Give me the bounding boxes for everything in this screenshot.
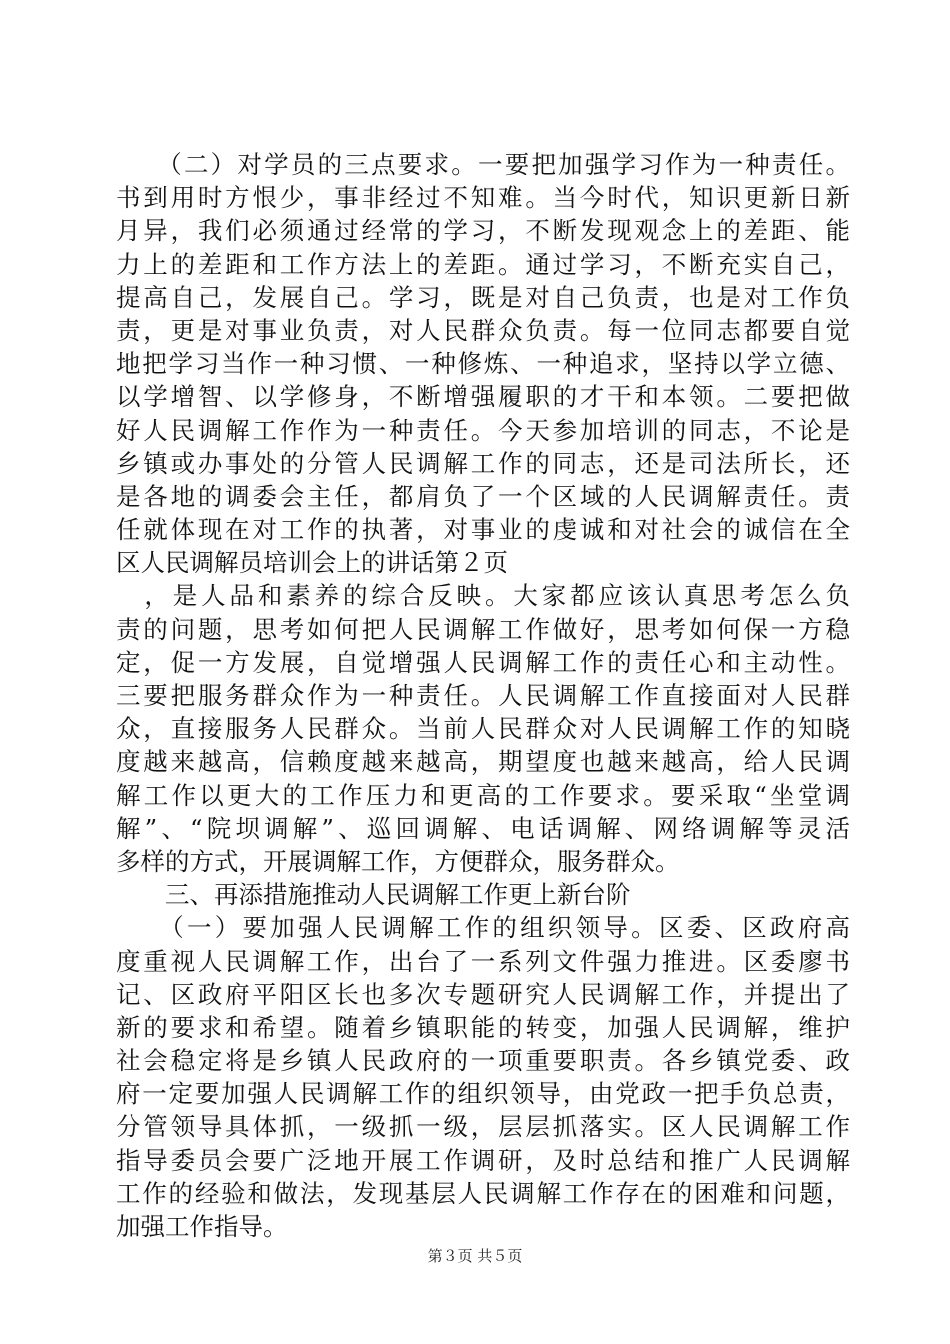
text-line: 度越来越高，信赖度越来越高，期望度也越来越高，给人民调 [116, 747, 850, 777]
text-line: 乡镇或办事处的分管人民调解工作的同志，还是司法所长，还 [116, 448, 850, 478]
text-line: 责的问题，思考如何把人民调解工作做好，思考如何保一方稳 [116, 614, 850, 644]
text-line: 社会稳定将是乡镇人民政府的一项重要职责。各乡镇党委、政 [116, 1046, 850, 1076]
text-line: 定，促一方发展，自觉增强人民调解工作的责任心和主动性。 [116, 647, 850, 677]
text-line: 责，更是对事业负责，对人民群众负责。每一位同志都要自觉 [116, 315, 850, 345]
text-line: 分管领导具体抓，一级抓一级，层层抓落实。区人民调解工作 [116, 1112, 850, 1142]
text-line: 是各地的调委会主任，都肩负了一个区域的人民调解责任。责 [116, 481, 850, 511]
text-line: 众，直接服务人民群众。当前人民群众对人民调解工作的知晓 [116, 714, 850, 744]
text-line: ，是人品和素养的综合反映。大家都应该认真思考怎么负 [116, 581, 850, 611]
text-line: 月异，我们必须通过经常的学习，不断发现观念上的差距、能 [116, 216, 850, 246]
text-line: 地把学习当作一种习惯、一种修炼、一种追求，坚持以学立德、 [116, 349, 850, 379]
text-line: 任就体现在对工作的执著，对事业的虔诚和对社会的诚信在全 [116, 515, 850, 545]
document-body [116, 148, 850, 1243]
text-line: 提高自己，发展自己。学习，既是对自己负责，也是对工作负 [116, 282, 850, 312]
section-heading: 三、再添措施推动人民调解工作更上新台阶 [116, 880, 631, 910]
text-line: 区人民调解员培训会上的讲话第２页 [116, 548, 508, 578]
text-line: 度重视人民调解工作，出台了一系列文件强力推进。区委廖书 [116, 946, 850, 976]
text-line: 书到用时方恨少，事非经过不知难。当今时代，知识更新日新 [116, 183, 850, 213]
text-line: 工作的经验和做法，发现基层人民调解工作存在的困难和问题， [116, 1178, 850, 1208]
page-number-footer: 第３页 共５页 [427, 1247, 523, 1265]
text-line: 解”、“院坝调解”、巡回调解、电话调解、网络调解等灵活 [116, 813, 850, 843]
text-line: 三要把服务群众作为一种责任。人民调解工作直接面对人民群 [116, 681, 850, 710]
text-line: 府一定要加强人民调解工作的组织领导，由党政一把手负总责， [116, 1079, 850, 1109]
text-line: （一）要加强人民调解工作的组织领导。区委、区政府高 [116, 913, 850, 943]
text-line: 以学增智、以学修身，不断增强履职的才干和本领。二要把做 [116, 382, 850, 412]
text-line: 好人民调解工作作为一种责任。今天参加培训的同志，不论是 [116, 415, 850, 445]
text-line: 记、区政府平阳区长也多次专题研究人民调解工作，并提出了 [116, 979, 850, 1009]
text-line: 解工作以更大的工作压力和更高的工作要求。要采取“坐堂调 [116, 780, 850, 810]
text-line: 力上的差距和工作方法上的差距。通过学习，不断充实自己， [116, 249, 850, 279]
text-line: 指导委员会要广泛地开展工作调研，及时总结和推广人民调解 [116, 1145, 850, 1175]
text-line: 加强工作指导。 [116, 1212, 288, 1241]
text-line: 新的要求和希望。随着乡镇职能的转变，加强人民调解，维护 [116, 1012, 850, 1042]
text-line: （二）对学员的三点要求。一要把加强学习作为一种责任。 [116, 150, 850, 179]
text-line: 多样的方式，开展调解工作，方便群众，服务群众。 [116, 846, 680, 876]
